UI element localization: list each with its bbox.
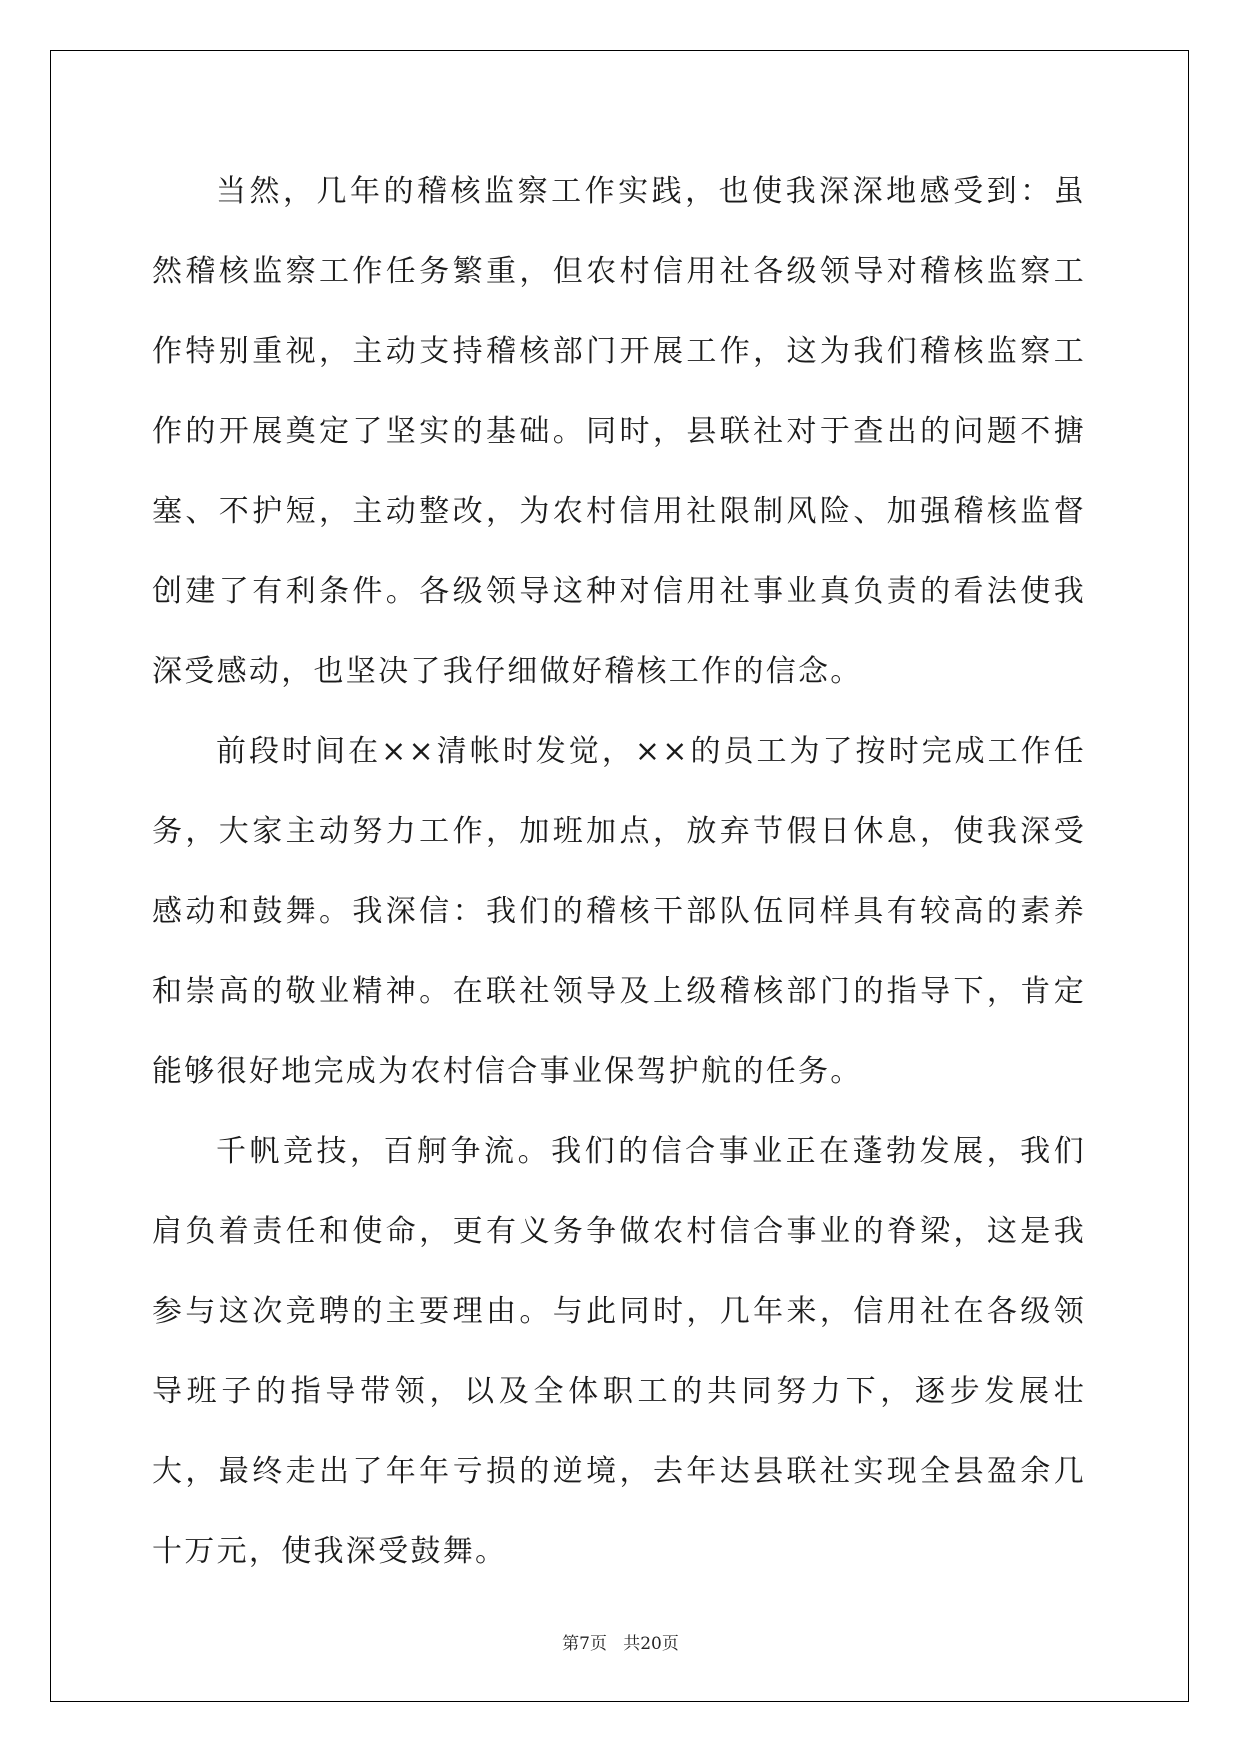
- page-footer: [0, 1629, 1241, 1654]
- document-body: [152, 152, 1086, 1592]
- paragraph: 千帆竞技，百舸争流。我们的信合事业正在蓬勃发展，我们肩负着责任和使命，更有义务争做农村信合事业的脊梁，这是我参与这次竞聘的主要理由。与此同时，几年来，信用社在各级领导班子的指导带领，以及全体职工的共同努力下，逐步发展壮大，最终走出了年年亏损的逆境，去年达县联社实现全县盈余几十万元，使我深受鼓舞。: [152, 1134, 1086, 1569]
- paragraph: 前段时间在××清帐时发觉，××的员工为了按时完成工作任务，大家主动努力工作，加班加点，放弃节假日休息，使我深受感动和鼓舞。我深信：我们的稽核干部队伍同样具有较高的素养和崇高的敬业精神。在联社领导及上级稽核部门的指导下，肯定能够很好地完成为农村信合事业保驾护航的任务。: [152, 734, 1086, 1089]
- page-total: 共20页: [623, 1634, 679, 1654]
- paragraph: 当然，几年的稽核监察工作实践，也使我深深地感受到：虽然稽核监察工作任务繁重，但农村信用社各级领导对稽核监察工作特别重视，主动支持稽核部门开展工作，这为我们稽核监察工作的开展奠定了坚实的基础。同时，县联社对于查出的问题不搪塞、不护短，主动整改，为农村信用社限制风险、加强稽核监督创建了有利条件。各级领导这种对信用社事业真负责的看法使我深受感动，也坚决了我仔细做好稽核工作的信念。: [152, 174, 1086, 689]
- page-number: 第7页: [562, 1634, 607, 1654]
